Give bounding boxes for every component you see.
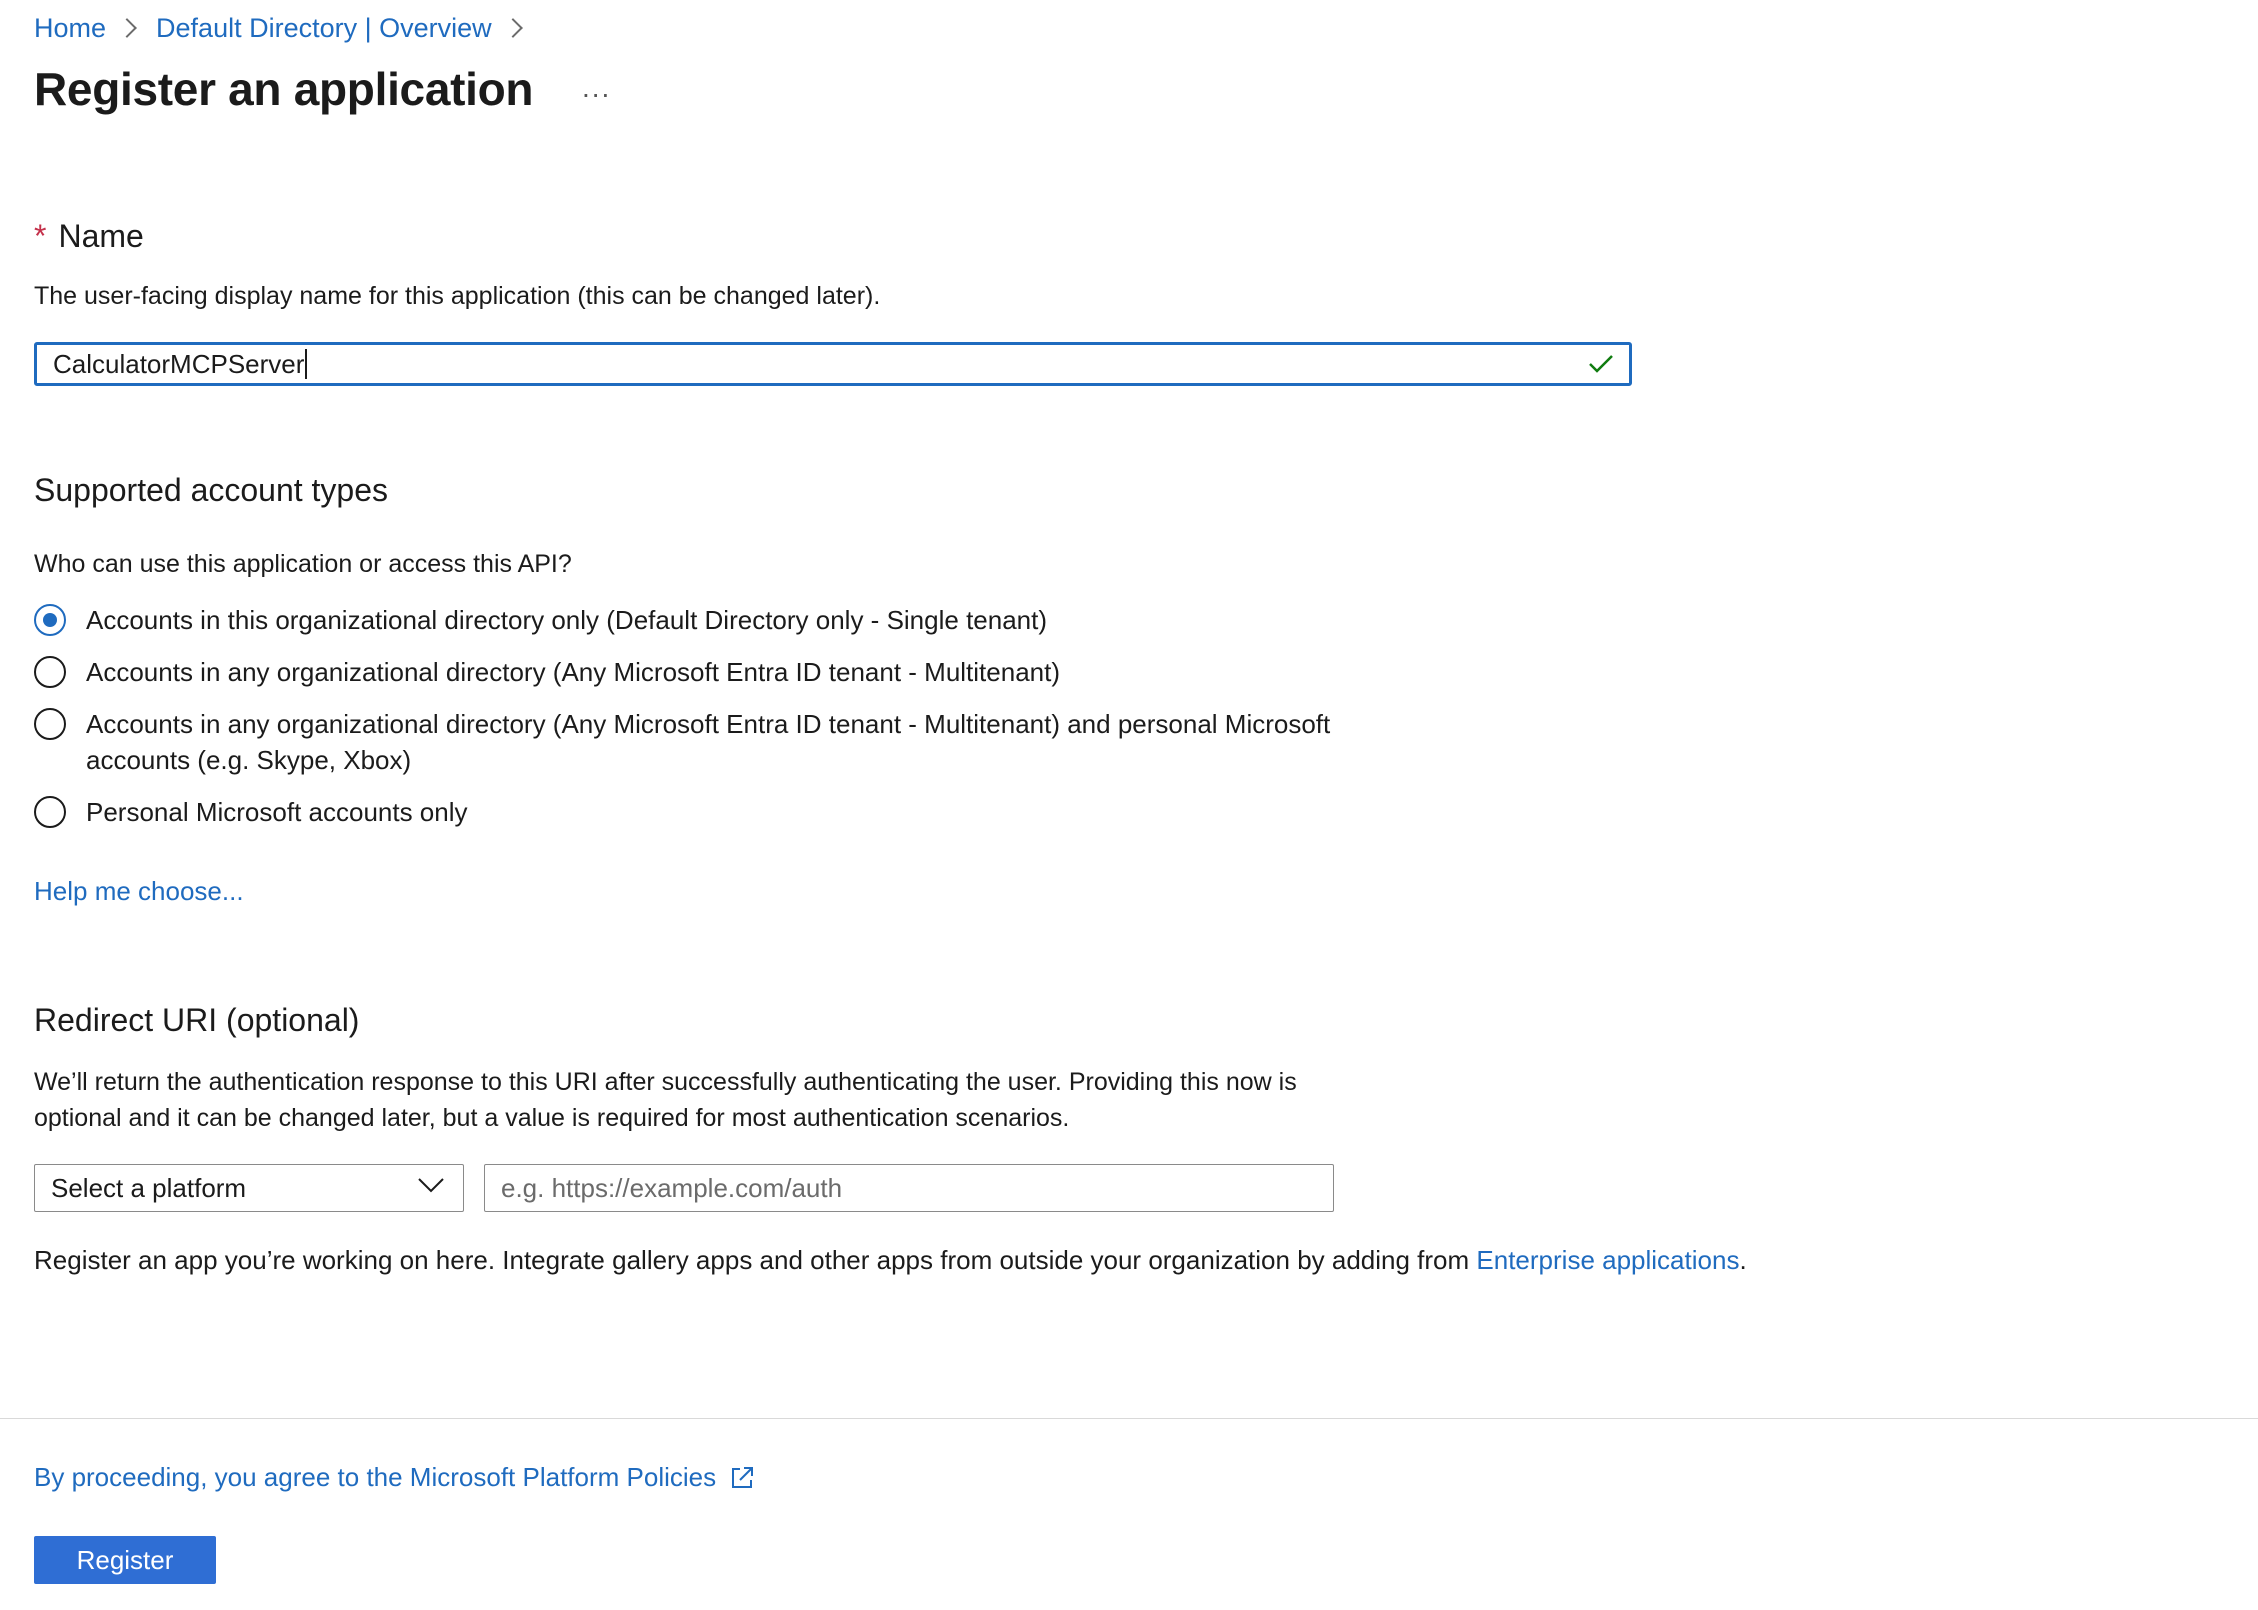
radio-selected-icon[interactable]: [34, 604, 66, 636]
breadcrumb-directory-link[interactable]: Default Directory | Overview: [156, 12, 492, 43]
platform-select[interactable]: [34, 1164, 464, 1212]
page-title: Register an application: [34, 63, 534, 115]
radio-option-label-line2: accounts (e.g. Skype, Xbox): [86, 745, 412, 775]
radio-option-label: Accounts in any organizational directory (Any Microsoft Entra ID tenant - Multitenant): [86, 657, 1060, 687]
breadcrumb-home-link[interactable]: Home: [34, 12, 107, 43]
chevron-down-icon: [417, 1175, 445, 1195]
radio-option-multitenant-personal[interactable]: [34, 706, 1330, 778]
name-description: The user-facing display name for this application (this can be changed later).: [34, 282, 881, 310]
breadcrumb: [34, 8, 542, 48]
redirect-uri-heading: Redirect URI (optional): [34, 1002, 360, 1038]
register-note: [34, 1242, 1747, 1278]
name-label-text: Name: [58, 218, 144, 254]
redirect-uri-placeholder: e.g. https://example.com/auth: [501, 1172, 843, 1203]
account-types-heading: Supported account types: [34, 472, 389, 508]
radio-unselected-icon[interactable]: [34, 796, 66, 828]
required-marker: *: [34, 218, 47, 254]
chevron-right-icon: [503, 18, 523, 38]
name-input-value: CalculatorMCPServer: [53, 348, 305, 379]
radio-option-label: Personal Microsoft accounts only: [86, 797, 468, 827]
platform-policies-link-text: By proceeding, you agree to the Microsoft Platform Policies: [34, 1462, 717, 1492]
redirect-uri-description-line2: optional and it can be changed later, but a value is required for most authentication scenarios.: [34, 1104, 1070, 1132]
radio-unselected-icon[interactable]: [34, 656, 66, 688]
enterprise-applications-link[interactable]: Enterprise applications: [1476, 1245, 1740, 1275]
radio-option-single-tenant[interactable]: [34, 602, 1047, 638]
chevron-right-icon: [117, 18, 137, 38]
register-note-suffix: .: [1739, 1245, 1747, 1275]
external-link-icon: [728, 1464, 756, 1492]
name-input[interactable]: [34, 342, 1632, 386]
radio-option-personal-only[interactable]: [34, 794, 468, 830]
register-note-text: Register an app you’re working on here. Integrate gallery apps and other apps from outside your organization by adding from: [34, 1245, 1477, 1275]
checkmark-icon: [1587, 352, 1615, 376]
footer-divider: [0, 1418, 2258, 1419]
register-button[interactable]: Register: [34, 1536, 216, 1584]
more-options-button[interactable]: ...: [582, 72, 612, 103]
radio-option-multitenant[interactable]: [34, 654, 1060, 690]
platform-policies-link[interactable]: [34, 1462, 756, 1493]
radio-option-label: Accounts in this organizational directory only (Default Directory only - Single tenant): [86, 605, 1048, 635]
help-me-choose-link[interactable]: Help me choose...: [34, 876, 244, 906]
text-caret: [305, 349, 307, 379]
redirect-uri-description: [34, 1064, 1297, 1136]
radio-option-label-line1: Accounts in any organizational directory (Any Microsoft Entra ID tenant - Multitenant) and personal Microsoft: [86, 709, 1331, 739]
radio-option-label: [86, 706, 1330, 778]
redirect-uri-input[interactable]: [484, 1164, 1334, 1212]
platform-select-value: Select a platform: [51, 1172, 247, 1203]
radio-unselected-icon[interactable]: [34, 708, 66, 740]
redirect-uri-description-line1: We’ll return the authentication response to this URI after successfully authenticating the user. Providing this now is: [34, 1068, 1297, 1096]
account-types-question: Who can use this application or access this API?: [34, 550, 572, 578]
name-label: [34, 218, 144, 255]
